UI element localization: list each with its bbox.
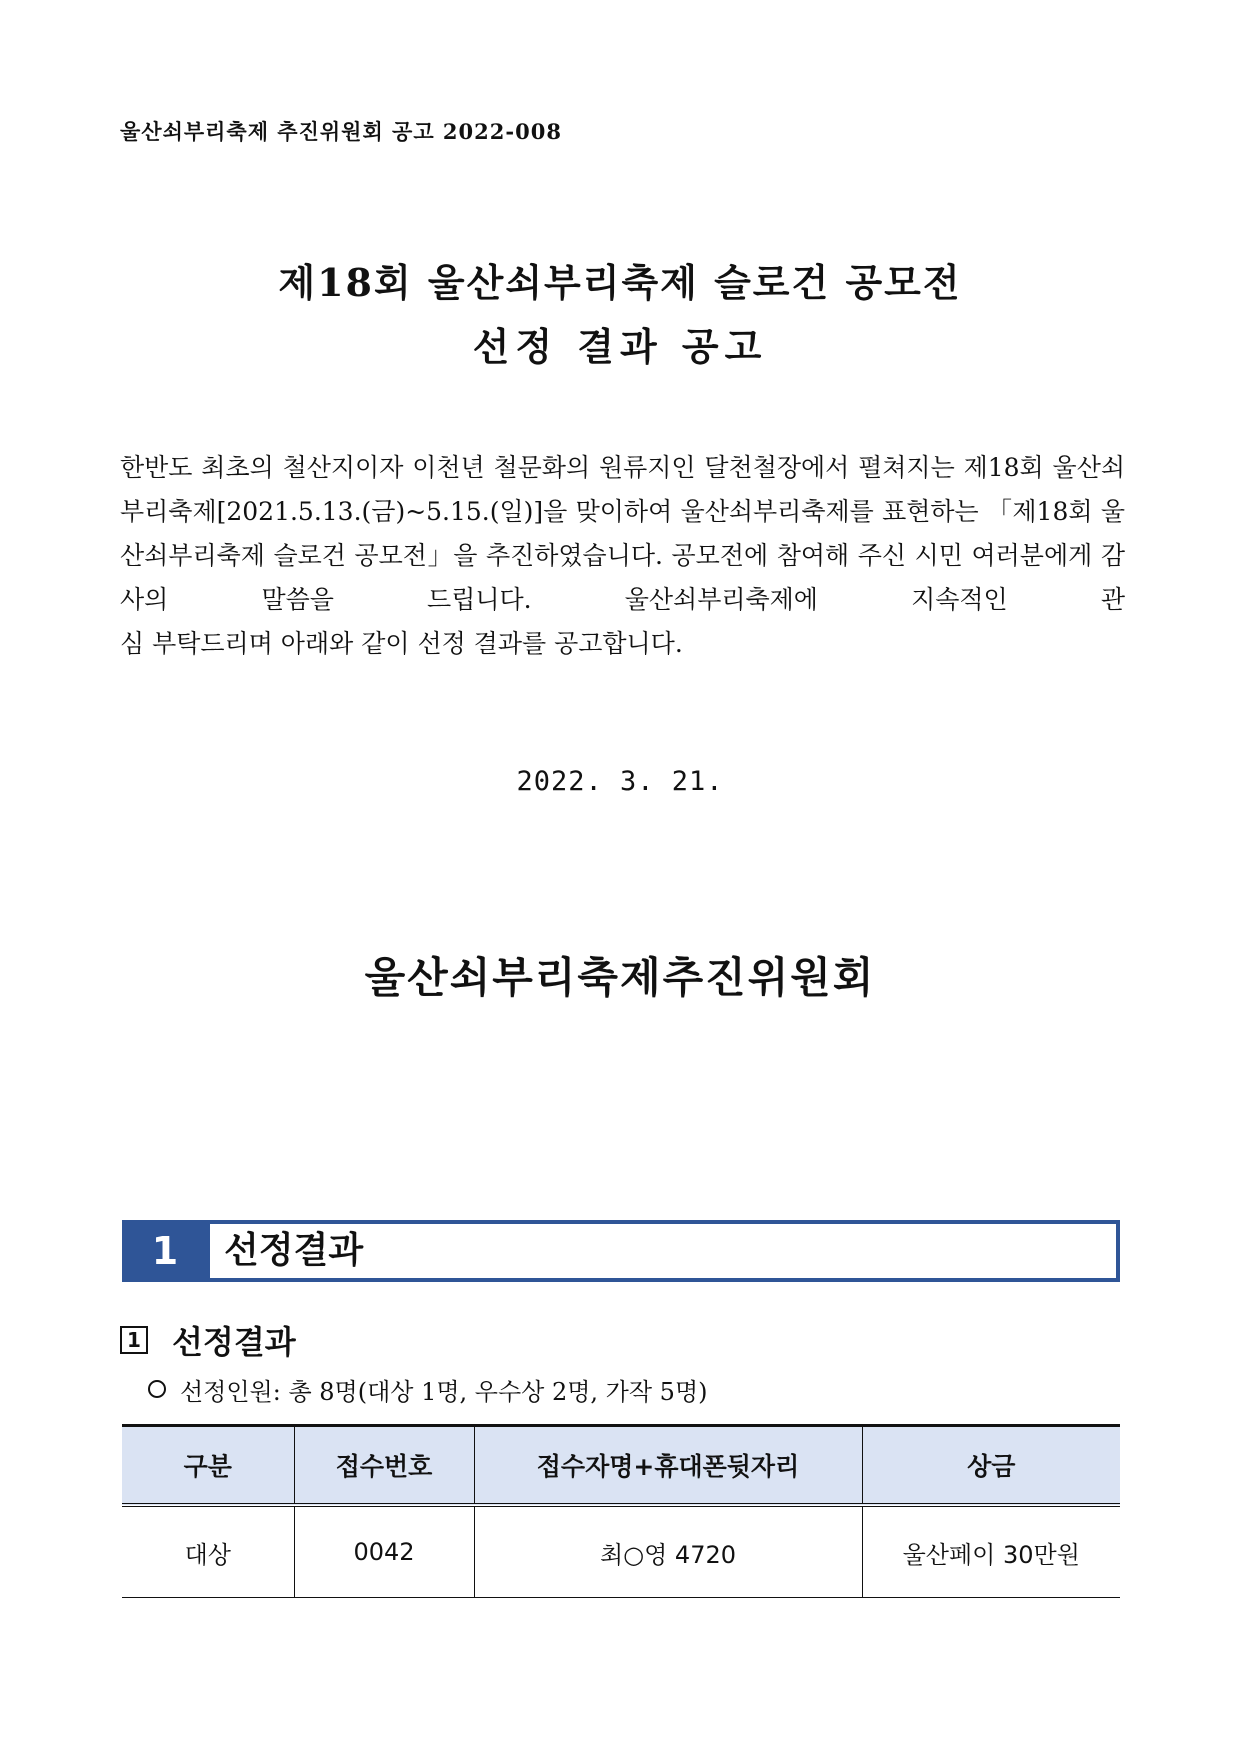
announcement-paragraph — [120, 446, 1125, 666]
header-category: 구분 — [122, 1426, 294, 1506]
selection-count-line — [148, 1372, 708, 1407]
header-entry-number: 접수번호 — [294, 1426, 474, 1506]
subsection-header — [120, 1318, 296, 1362]
results-table — [122, 1424, 1120, 1598]
section-title: 선정결과 — [224, 1230, 364, 1271]
subsection-title: 선정결과 — [172, 1323, 296, 1361]
page-title-line1: 제18회 울산쇠부리축제 슬로건 공모전 — [278, 260, 962, 305]
cell-category: 대상 — [122, 1505, 294, 1598]
header-entrant-name: 접수자명+휴대폰뒷자리 — [474, 1426, 862, 1506]
section-number: 1 — [151, 1229, 179, 1273]
table-header-row — [122, 1426, 1120, 1506]
announcement-date: 2022. 3. 21. — [516, 766, 724, 797]
section-header — [122, 1220, 1120, 1282]
circle-bullet-icon — [148, 1380, 166, 1398]
header-prize: 상금 — [862, 1426, 1120, 1506]
notice-number: 울산쇠부리축제 추진위원회 공고 2022-008 — [120, 119, 562, 144]
section-title-box — [210, 1224, 1116, 1278]
table-row — [122, 1505, 1120, 1598]
subsection-number: 1 — [120, 1326, 148, 1354]
selection-count-text: 선정인원: 총 8명(대상 1명, 우수상 2명, 가작 5명) — [180, 1378, 708, 1406]
cell-entrant-name: 최○영 4720 — [474, 1505, 862, 1598]
cell-prize: 울산페이 30만원 — [862, 1505, 1120, 1598]
page-title-line2: 선정 결과 공고 — [472, 324, 768, 369]
cell-entry-number: 0042 — [294, 1505, 474, 1598]
paragraph-main: 한반도 최초의 철산지이자 이천년 철문화의 원류지인 달천철장에서 펼쳐지는 제18회 울산쇠부리축제[2021.5.13.(금)~5.15.(일)]을 맞이하여 울산쇠부리축제를 표현하는 「제18회 울산쇠부리축제 슬로건 공모전」을 추진하였습니다. 공모전에 참여해 주신 시민 여러분에게 감사의 말씀을 드립니다. 울산쇠부리축제에 지속적인 관 — [120, 453, 1125, 614]
paragraph-last: 심 부탁드리며 아래와 같이 선정 결과를 공고합니다. — [120, 629, 683, 658]
organization-name: 울산쇠부리축제추진위원회 — [364, 953, 876, 1002]
